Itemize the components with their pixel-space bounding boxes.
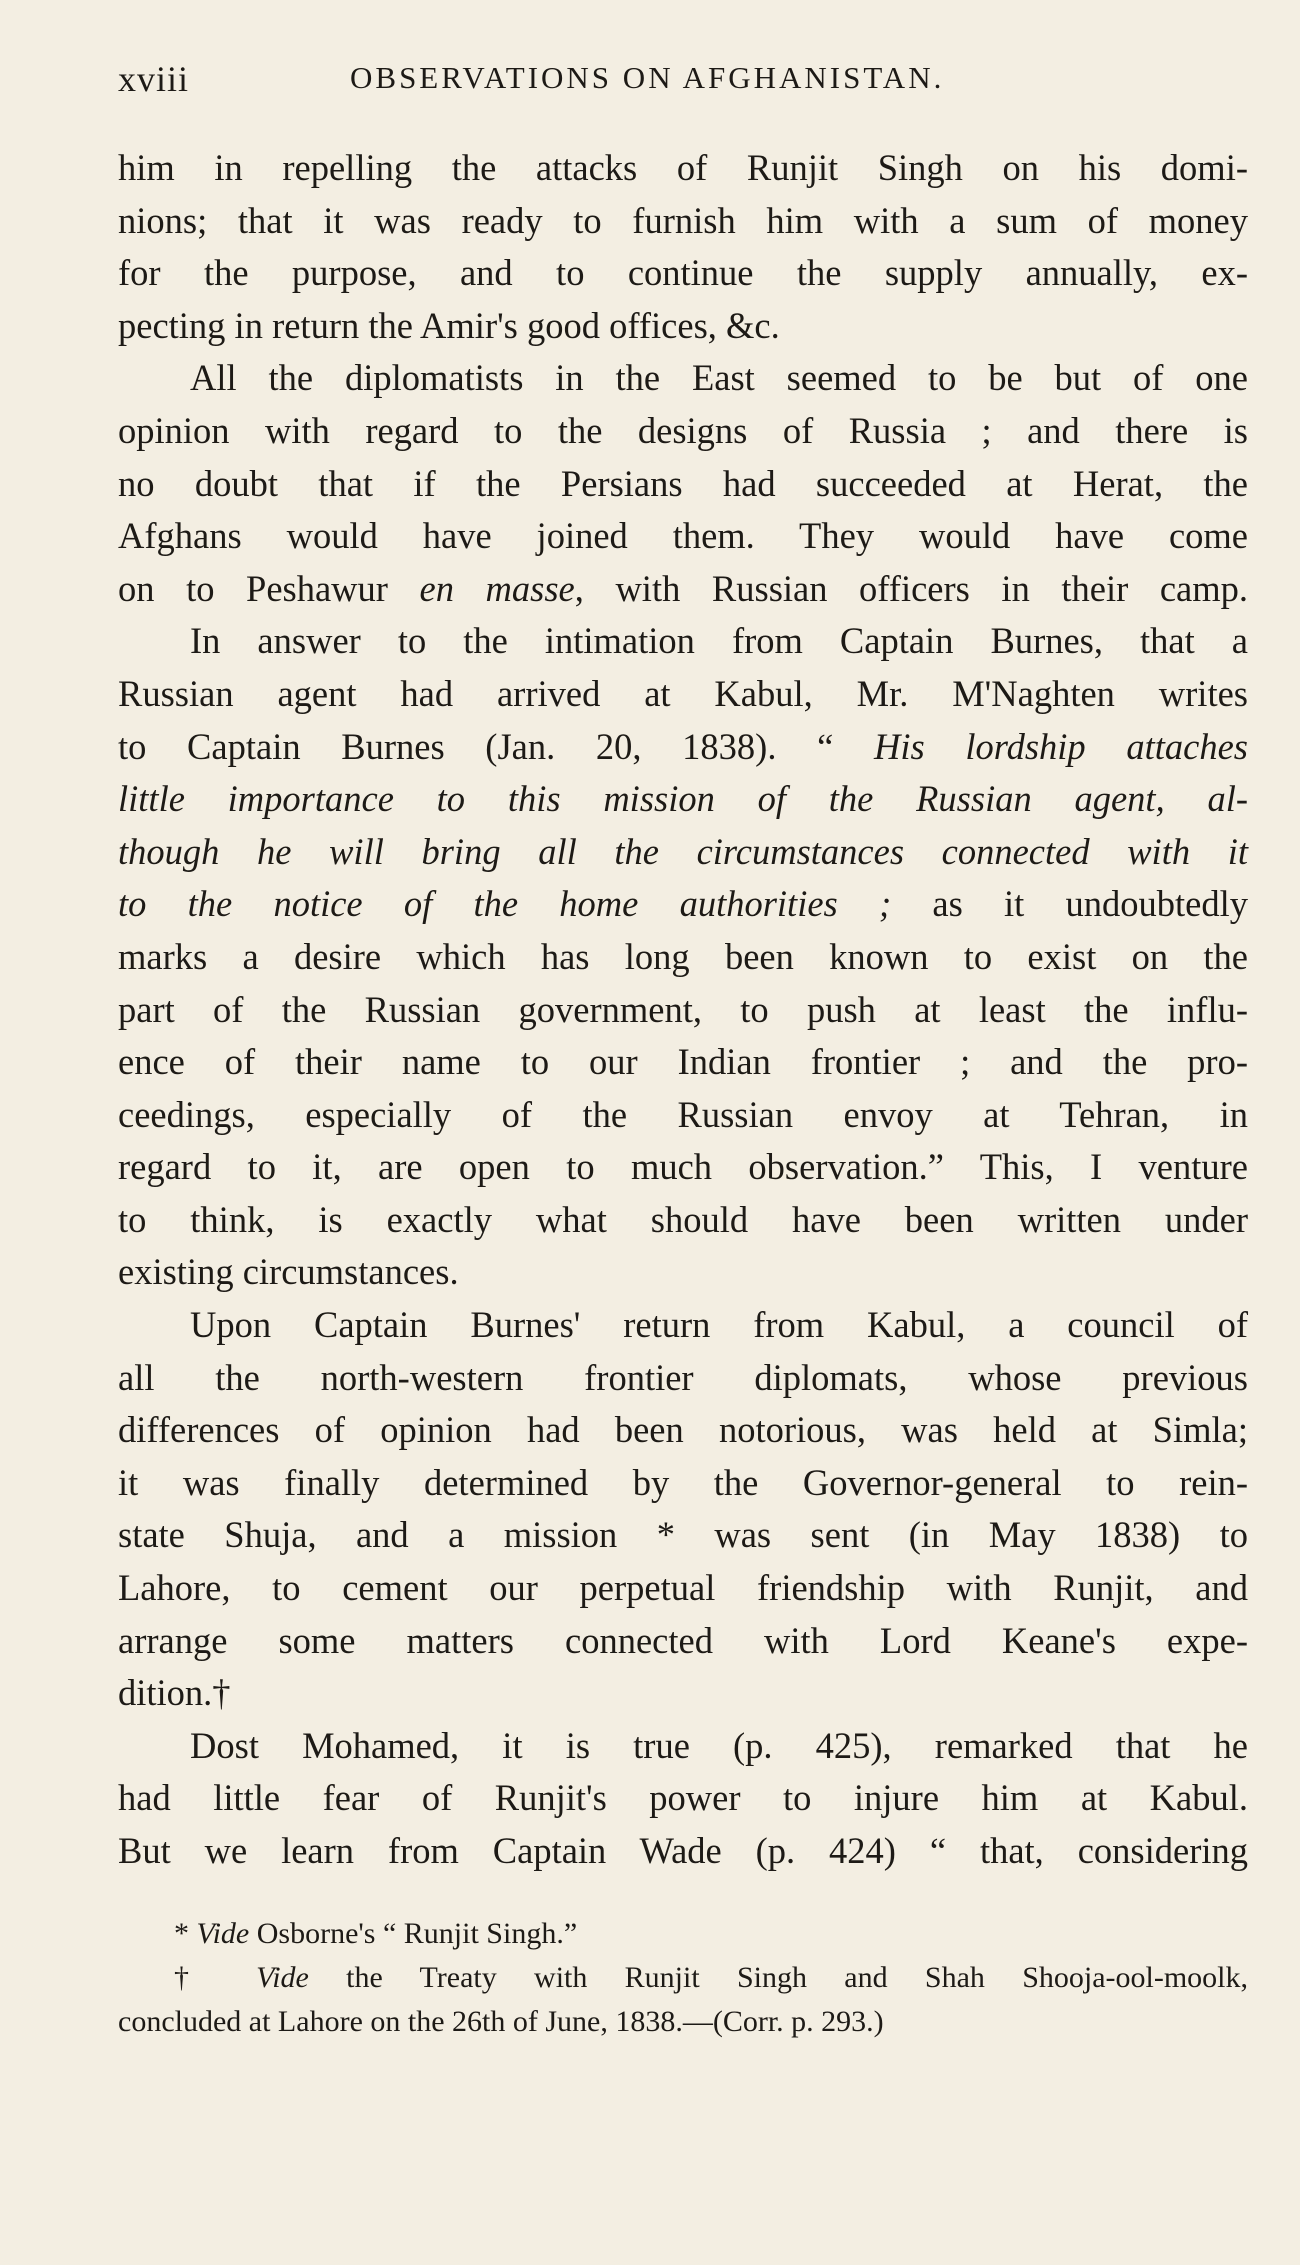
text-line: opinion with regard to the designs of Russia ; and there is (118, 409, 1248, 451)
text-run: , with Russian officers in their camp. (574, 567, 1249, 609)
page-number: xviii (118, 59, 190, 99)
text-run: to Captain Burnes (Jan. 20, 1838). “ (118, 725, 874, 767)
text-line: part of the Russian government, to push at least the influ- (118, 988, 1248, 1030)
text-line: Upon Captain Burnes' return from Kabul, a council of (190, 1304, 1248, 1346)
text-line: existing circumstances. (118, 1251, 459, 1293)
text-line: arrange some matters connected with Lord Keane's expe- (118, 1619, 1248, 1661)
text-line: pecting in return the Amir's good offices, &c. (118, 304, 780, 346)
text-line (118, 878, 1248, 931)
text-line: ceedings, especially of the Russian envoy at Tehran, in (118, 1093, 1248, 1135)
text-line: Afghans would have joined them. They would have come (118, 515, 1248, 557)
text-line (118, 563, 1248, 616)
text-run: as it undoubtedly (891, 883, 1248, 925)
italic-quote: His lordship attaches (873, 725, 1248, 767)
text-run: on to Peshawur (118, 567, 420, 609)
text-line: it was finally determined by the Governor-general to rein- (118, 1461, 1248, 1503)
text-line: for the purpose, and to continue the supply annually, ex- (118, 252, 1248, 294)
footnote-mark: * (174, 1917, 197, 1950)
text-line: But we learn from Captain Wade (p. 424) “ that, considering (118, 1830, 1248, 1871)
running-title: OBSERVATIONS ON AFGHANISTAN. (350, 60, 945, 95)
running-head (118, 58, 1248, 108)
text-line (118, 721, 1248, 774)
footnote-line (118, 1956, 1248, 2000)
text-line: state Shuja, and a mission * was sent (in May 1838) to (118, 1514, 1248, 1556)
italic-quote: little importance to this mission of the Russian agent, al- (118, 778, 1248, 820)
text-line: dition.† (118, 1672, 231, 1714)
text-line: Lahore, to cement our perpetual friendship with Runjit, and (118, 1567, 1248, 1609)
text-line: Dost Mohamed, it is true (p. 425), remarked that he (190, 1724, 1248, 1766)
italic-quote: though he will bring all the circumstances connected with it (118, 830, 1248, 872)
text-run: Osborne's “ Runjit Singh.” (249, 1917, 578, 1950)
text-line: ence of their name to our Indian frontier ; and the pro- (118, 1041, 1248, 1083)
text-line: marks a desire which has long been known to exist on the (118, 935, 1248, 977)
body-text (118, 142, 1248, 1878)
footnote-line (118, 1912, 1248, 1956)
text-run: concluded at Lahore on the 26th of June, 1838.—(Corr. p. 293.) (118, 2005, 884, 2038)
text-line-italic (118, 826, 1248, 879)
text-line: to think, is exactly what should have been written under (118, 1198, 1248, 1240)
italic-phrase: Vide (256, 1961, 309, 1994)
text-line: all the north-western frontier diplomats, whose previous (118, 1356, 1248, 1398)
text-run: the Treaty with Runjit Singh and Shah Shooja-ool-moolk, (308, 1961, 1249, 1994)
footnotes (118, 1912, 1248, 2044)
italic-phrase: en masse (419, 567, 575, 609)
footnote-mark: † (174, 1961, 257, 1994)
text-line: nions; that it was ready to furnish him with a sum of money (118, 199, 1248, 241)
text-line: him in repelling the attacks of Runjit Singh on his domi- (118, 147, 1248, 188)
text-line: In answer to the intimation from Captain Burnes, that a (190, 620, 1248, 662)
text-line: had little fear of Runjit's power to injure him at Kabul. (118, 1777, 1248, 1819)
footnote-line (118, 2000, 1248, 2044)
italic-quote: to the notice of the home authorities ; (118, 883, 892, 925)
text-line: regard to it, are open to much observation.” This, I venture (118, 1146, 1248, 1188)
text-line: Russian agent had arrived at Kabul, Mr. M'Naghten writes (118, 672, 1248, 714)
text-line: All the diplomatists in the East seemed to be but of one (190, 357, 1248, 399)
text-line-italic (118, 773, 1248, 826)
text-line: no doubt that if the Persians had succeeded at Herat, the (118, 462, 1248, 504)
text-line: differences of opinion had been notorious, was held at Simla; (118, 1409, 1248, 1451)
italic-phrase: Vide (196, 1917, 250, 1950)
